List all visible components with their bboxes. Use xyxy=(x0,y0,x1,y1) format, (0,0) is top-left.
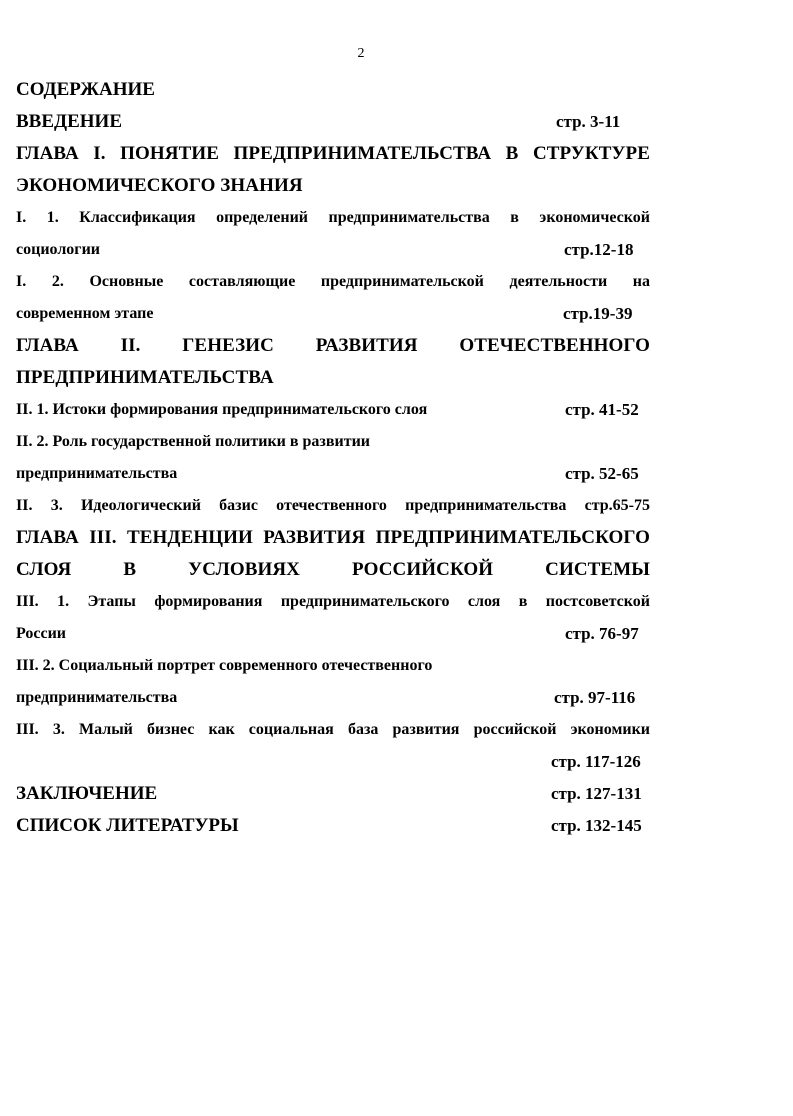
section-page: стр.19-39 xyxy=(563,304,633,323)
section-1-2-title-cont xyxy=(16,298,650,330)
toc-title: СОДЕРЖАНИЕ xyxy=(16,79,155,100)
chapter-3-heading: ГЛАВА III. ТЕНДЕНЦИИ РАЗВИТИЯ ПРЕДПРИНИМАТЕЛЬСКОГО xyxy=(16,527,650,548)
toc-entry-label: ВВЕДЕНИЕ xyxy=(16,111,122,132)
section-page: стр. 76-97 xyxy=(565,624,639,643)
section-page: стр.12-18 xyxy=(564,240,634,259)
section-text: России xyxy=(16,625,67,642)
table-of-contents xyxy=(16,74,650,842)
section-1-1-title: I. 1. Классификация определений предпринимательства в экономической xyxy=(16,209,650,226)
section-2-3: II. 3. Идеологический базис отечественного предпринимательства стр.65-75 xyxy=(16,497,650,514)
section-3-1-title-cont xyxy=(16,618,650,650)
section-1-1-title-cont xyxy=(16,234,650,266)
section-text: II. 1. Истоки формирования предпринимательского слоя xyxy=(16,401,428,418)
toc-entry-label: СПИСОК ЛИТЕРАТУРЫ xyxy=(16,815,239,836)
section-3-3-page-line xyxy=(16,746,650,778)
section-1-2-title: I. 2. Основные составляющие предпринимательской деятельности на xyxy=(16,273,650,290)
section-text: предпринимательства xyxy=(16,465,178,482)
section-page: стр. 52-65 xyxy=(565,464,639,483)
chapter-3-heading-cont: СЛОЯ В УСЛОВИЯХ РОССИЙСКОЙ СИСТЕМЫ xyxy=(16,559,650,580)
section-page: стр. 117-126 xyxy=(551,752,641,771)
toc-entry-conclusion xyxy=(16,778,650,810)
page-number: 2 xyxy=(357,46,365,61)
chapter-1-heading: ГЛАВА I. ПОНЯТИЕ ПРЕДПРИНИМАТЕЛЬСТВА В СТРУКТУРЕ xyxy=(16,143,650,164)
toc-entry-page: стр. 3-11 xyxy=(556,112,621,131)
section-3-3-title: III. 3. Малый бизнес как социальная база развития российской экономики xyxy=(16,721,650,738)
section-page: стр. 41-52 xyxy=(565,400,639,419)
section-2-1 xyxy=(16,394,650,426)
toc-entry-intro xyxy=(16,106,650,138)
chapter-1-heading-cont: ЭКОНОМИЧЕСКОГО ЗНАНИЯ xyxy=(16,175,303,196)
section-2-2-title: II. 2. Роль государственной политики в развитии xyxy=(16,433,370,450)
section-3-1-title: III. 1. Этапы формирования предпринимательского слоя в постсоветской xyxy=(16,593,650,610)
section-3-2-title: III. 2. Социальный портрет современного отечественного xyxy=(16,657,433,674)
chapter-2-heading: ГЛАВА II. ГЕНЕЗИС РАЗВИТИЯ ОТЕЧЕСТВЕННОГО xyxy=(16,335,650,356)
chapter-2-heading-cont: ПРЕДПРИНИМАТЕЛЬСТВА xyxy=(16,367,274,388)
section-page: стр. 97-116 xyxy=(554,688,636,707)
toc-entry-references xyxy=(16,810,650,842)
section-text: предпринимательства xyxy=(16,689,178,706)
section-2-2-title-cont xyxy=(16,458,650,490)
toc-entry-page: стр. 127-131 xyxy=(551,784,642,803)
section-3-2-title-cont xyxy=(16,682,650,714)
section-text: современном этапе xyxy=(16,305,154,322)
section-text: социологии xyxy=(16,241,101,258)
toc-entry-page: стр. 132-145 xyxy=(551,816,642,835)
toc-entry-label: ЗАКЛЮЧЕНИЕ xyxy=(16,783,158,804)
